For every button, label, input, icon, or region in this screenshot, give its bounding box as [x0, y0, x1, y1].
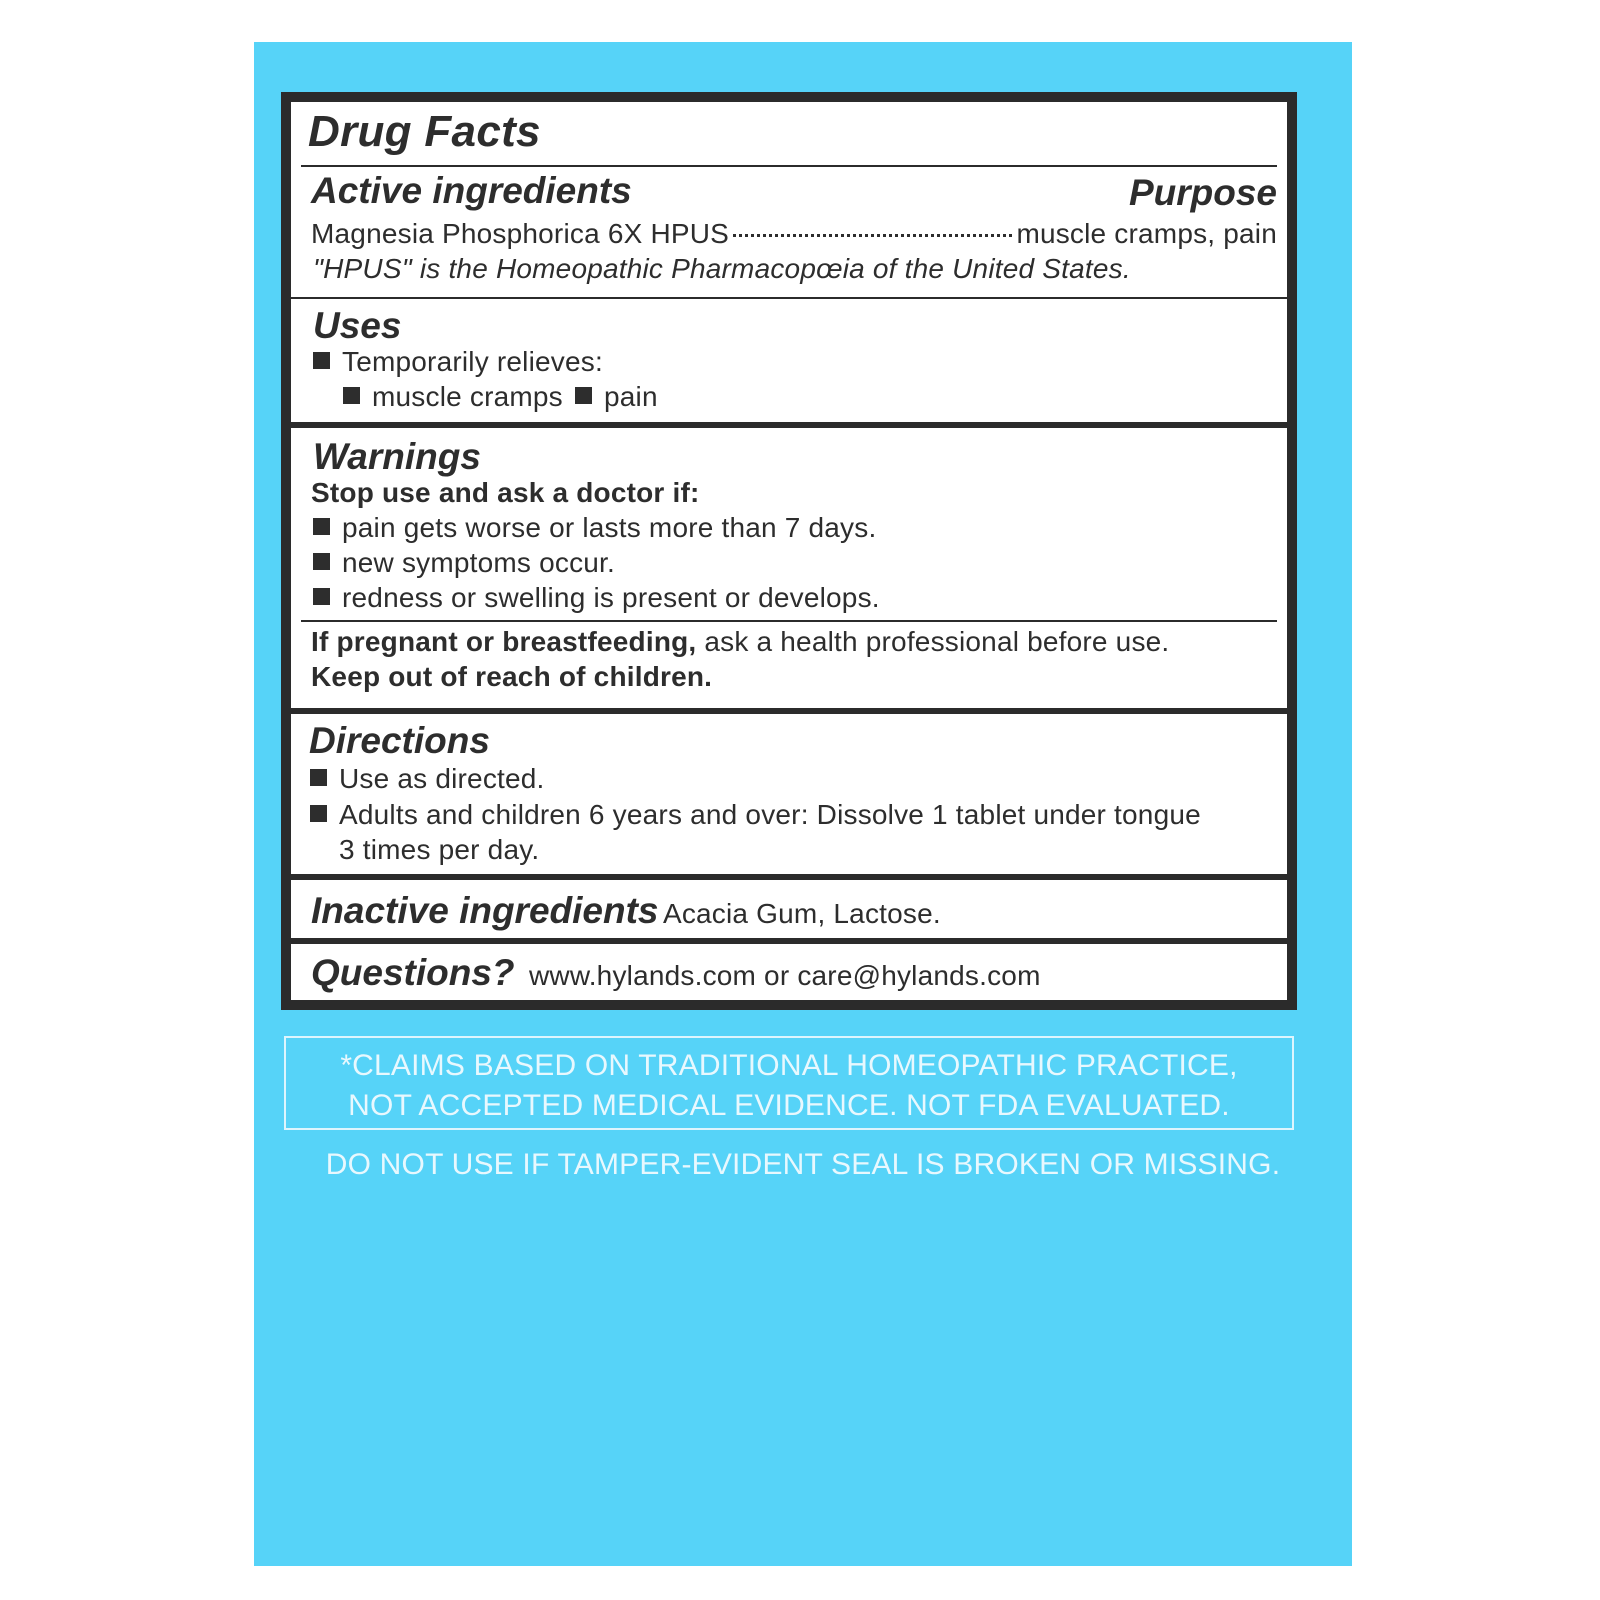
ingredient-purpose: muscle cramps, pain [1016, 218, 1277, 249]
bullet-square-icon [310, 769, 327, 786]
title-divider [301, 165, 1277, 167]
warnings-divider [301, 620, 1277, 622]
bullet-square-icon [575, 387, 592, 404]
hpus-note: "HPUS" is the Homeopathic Pharmacopœia of the United States. [313, 253, 1131, 284]
tamper-notice: DO NOT USE IF TAMPER-EVIDENT SEAL IS BROKEN OR MISSING. [325, 1148, 1281, 1181]
drug-facts-title: Drug Facts [308, 107, 541, 156]
claims-line-1: *CLAIMS BASED ON TRADITIONAL HOMEOPATHIC PRACTICE, [340, 1049, 1238, 1082]
bullet-square-icon [343, 387, 360, 404]
directions-section [291, 714, 1287, 874]
warning-item: redness or swelling is present or develops. [313, 584, 880, 612]
uses-sub-item: pain [575, 383, 658, 411]
leader-dots [733, 234, 1012, 237]
uses-section [291, 299, 1287, 422]
questions-section [291, 944, 1287, 1000]
questions-line [311, 954, 1041, 991]
bullet-square-icon [313, 518, 330, 535]
ingredient-row [311, 218, 1277, 250]
stop-use-label: Stop use and ask a doctor if: [311, 477, 700, 508]
direction-continuation: 3 times per day. [339, 834, 540, 865]
bullet-square-icon [310, 805, 327, 822]
questions-contact: www.hylands.com or care@hylands.com [528, 960, 1041, 991]
direction-item: Adults and children 6 years and over: Dissolve 1 tablet under tongue [310, 801, 1201, 829]
inactive-ingredients-section [291, 880, 1287, 938]
bullet-square-icon [313, 588, 330, 605]
claims-line-2: NOT ACCEPTED MEDICAL EVIDENCE. NOT FDA EVALUATED. [348, 1089, 1230, 1122]
questions-heading: Questions? [311, 952, 515, 993]
warning-item: new symptoms occur. [313, 549, 615, 577]
purpose-heading: Purpose [1128, 172, 1277, 213]
uses-sub-item: muscle cramps [343, 383, 563, 411]
bullet-square-icon [313, 553, 330, 570]
bullet-square-icon [313, 352, 330, 369]
inactive-heading: Inactive ingredients [311, 890, 659, 931]
pregnancy-warning: If pregnant or breastfeeding, ask a health professional before use. [311, 626, 1170, 657]
warnings-section [291, 428, 1287, 708]
directions-heading: Directions [309, 720, 490, 761]
claims-disclaimer-box [284, 1036, 1294, 1130]
warning-item: pain gets worse or lasts more than 7 days. [313, 514, 876, 542]
ingredient-name: Magnesia Phosphorica 6X HPUS [311, 218, 730, 249]
uses-heading: Uses [313, 305, 402, 346]
active-ingredients-section [291, 102, 1287, 297]
warnings-heading: Warnings [313, 436, 481, 477]
inactive-ingredients-line [311, 892, 941, 929]
direction-item: Use as directed. [310, 765, 545, 793]
uses-item: Temporarily relieves: [313, 348, 603, 376]
inactive-text: Acacia Gum, Lactose. [662, 898, 941, 929]
keep-out-warning: Keep out of reach of children. [311, 661, 713, 692]
active-ingredients-heading: Active ingredients [311, 170, 632, 211]
drug-facts-panel [281, 92, 1297, 1010]
